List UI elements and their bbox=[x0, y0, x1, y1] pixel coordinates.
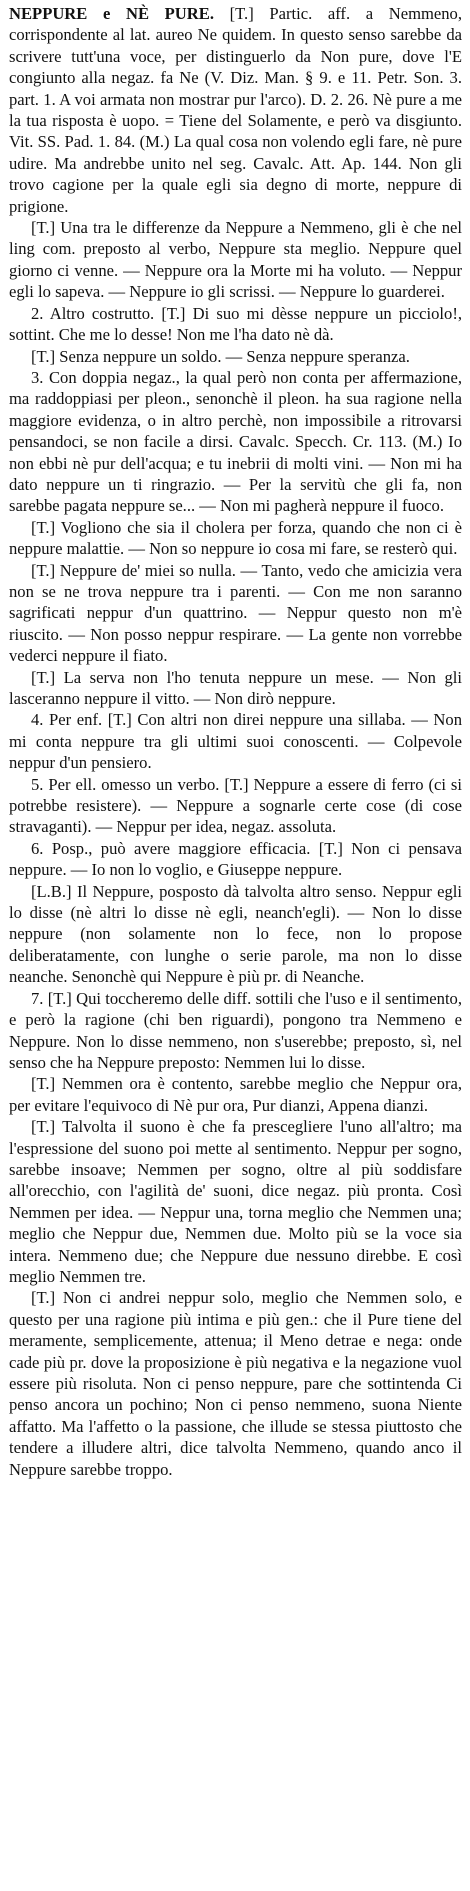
entry-paragraph-14: [T.] Nemmen ora è contento, sarebbe meglio che Neppur ora, per evitare l'equivoco di Nè pur ora, Pur dianzi, Appena dianzi. bbox=[9, 1074, 462, 1115]
entry-paragraph-7: [T.] Neppure de' miei so nulla. — Tanto, vedo che amicizia vera non se ne trova neppure tra i parenti. — Con me non saranno sagrificati neppur d'un quattrino. — Neppur questo non m'è riuscito. — Non posso neppur respirare. — La gente non vorrebbe vederci neppure il fiato. bbox=[9, 560, 462, 666]
entry-paragraph-1-text: [T.] Partic. aff. a Nemmeno, corrispondente al lat. aureo Ne quidem. In questo senso sarebbe da scrivere tutt'una voce, per distinguerlo da Non pure, dove l'E congiunto alla negaz. fa Ne (V. Diz. Man. § 9. e 11. Petr. Son. 3. part. 1. A voi armata non mostrar pur l'arco). D. 2. 26. Nè pure a me la tua risposta è uopo. = Tiene del Solamente, e però va disgiunto. Vit. SS. Pad. 1. 84. (M.) La qual cosa non volendo egli fare, nè pure udire. Ma andrebbe unito nel seg. Cavalc. Att. Ap. 144. Non gli trovo cagione per la quale egli sia degno di morte, neppure di prigione. bbox=[9, 4, 462, 216]
entry-paragraph-5: 3. Con doppia negaz., la qual però non conta per affermazione, ma raddoppiasi per pleon., senonchè il pleon. ha sua ragione nella maggiore evidenza, o in altro perchè, non impossibile a ritrovarsi pensandoci, se non facile a dirsi. Cavalc. Specch. Cr. 113. (M.) Io non ebbi nè pur dell'acqua; e tu inebrii di molti vini. — Non mi ha dato neppure un ti ringrazio. — Per la servitù che gli fa, non sarebbe pagata neppure se... — Non mi pagherà neppure il fuoco. bbox=[9, 367, 462, 516]
entry-paragraph-16: [T.] Non ci andrei neppur solo, meglio che Nemmen solo, e questo per una ragione più intima e più gen.: che il Pure tiene del meramente, semplicemente, attenua; il Meno detrae e nega: onde cade più pr. dove la proposizione è più negativa e la negazione vuol essere più risoluta. Non ci penso neppure, pare che sottintenda Ci penso ancora un pochino; Non ci penso nemmeno, suona Niente affatto. Ma l'affetto o la passione, che illude se stessa piuttosto che tendere a illudere altri, dice talvolta Nemmeno, quando anco il Neppure sarebbe troppo. bbox=[9, 1288, 462, 1479]
entry-paragraph-8: [T.] La serva non l'ho tenuta neppure un mese. — Non gli lasceranno neppure il vitto. — Non dirò neppure. bbox=[9, 667, 462, 708]
entry-paragraph-6: [T.] Vogliono che sia il cholera per forza, quando che non ci è neppure malattie. — Non so neppure io cosa mi fare, se resterò qui. bbox=[9, 517, 462, 559]
entry-paragraph-3: 2. Altro costrutto. [T.] Di suo mi dèsse neppure un picciolo!, sottint. Che me lo desse! Non me l'ha dato nè dà. bbox=[9, 303, 462, 345]
entry-paragraph-15: [T.] Talvolta il suono è che fa prescegliere l'uno all'altro; ma l'espressione del suono poi mette al sentimento. Neppur per sogno, sarebbe insoave; Nemmen per sogno, oltre al più soddisfare all'orecchio, con l'agilità de' suoni, dice negaz. più pronta. Così Nemmen per idea. — Neppur una, torna meglio che Nemmen una; meglio che Neppur due, Nemmen due. Molto più se la voce sia intera. Nemmeno due; che Neppure due nessuno direbbe. E così meglio Nemmen tre. bbox=[9, 1117, 462, 1286]
entry-paragraph-12: [L.B.] Il Neppure, posposto dà talvolta altro senso. Neppur egli lo disse (nè altri lo disse nè egli, neanch'egli). — Non lo disse neppure (non solamente non lo fece, non lo propose deliberatamente, con lunghe o serie parole, ma non lo disse neanche. Senonchè qui Neppure è più pr. di Neanche. bbox=[9, 881, 462, 987]
entry-paragraph-9: 4. Per enf. [T.] Con altri non direi neppure una sillaba. — Non mi conta neppure tra gli ultimi suoi conoscenti. — Colpevole neppur d'un pensiero. bbox=[9, 710, 462, 773]
entry-paragraph-2: [T.] Una tra le differenze da Neppure a Nemmeno, gli è che nel ling com. preposto al verbo, Neppure sta meglio. Neppure quel giorno ci venne. — Neppure ora la Morte mi ha voluto. — Neppur egli lo sapeva. — Neppure io gli scrissi. — Neppure lo guarderei. bbox=[9, 218, 462, 302]
entry-headword: NEPPURE e NÈ PURE. bbox=[9, 4, 214, 23]
entry-paragraph-13: 7. [T.] Qui toccheremo delle diff. sottili che l'uso e il sentimento, e però la ragione (chi ben riguardi), pongono tra Nemmeno e Neppure. Non lo disse nemmeno, non s'userebbe; preposto, sì, nel senso che ha Neppure preposto: Nemmen lui lo disse. bbox=[9, 988, 462, 1072]
entry-paragraph-10: 5. Per ell. omesso un verbo. [T.] Neppure a essere di ferro (ci si potrebbe resistere). — Neppure a sognarle certe cose (di cose stravaganti). — Neppur per idea, negaz. assoluta. bbox=[9, 774, 462, 837]
entry-paragraph-11: 6. Posp., può avere maggiore efficacia. [T.] Non ci pensava neppure. — Io non lo voglio, e Giuseppe neppure. bbox=[9, 838, 462, 880]
entry-paragraph-1 bbox=[9, 3, 462, 217]
entry-paragraph-4: [T.] Senza neppure un soldo. — Senza neppure speranza. bbox=[31, 346, 410, 366]
